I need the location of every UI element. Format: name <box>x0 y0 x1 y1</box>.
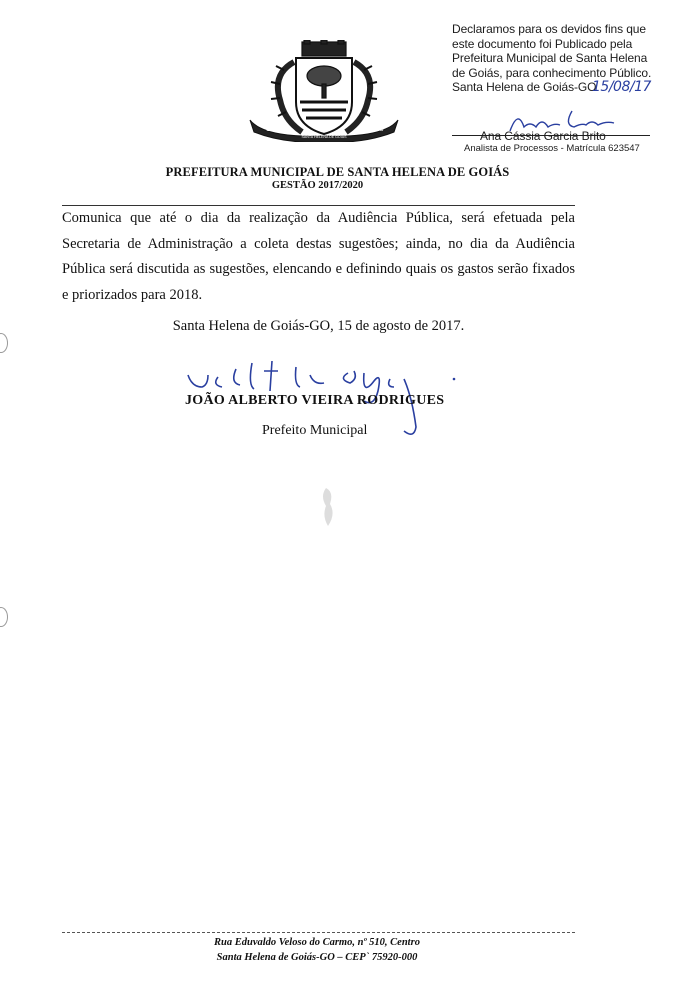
place-and-date: Santa Helena de Goiás-GO, 15 de agosto de 2017. <box>172 318 465 334</box>
stamp-line-1: Declaramos para os devidos fins que <box>452 22 646 36</box>
hole-punch-mark <box>0 607 8 627</box>
crest-year-right: 1948 <box>368 126 384 133</box>
stamp-signer-name: Ana Cássia Garcia Brito <box>480 129 606 143</box>
stamp-signer-role: Analista de Processos - Matrícula 623547 <box>464 143 640 154</box>
hole-punch-mark <box>0 333 8 353</box>
organization-title: PREFEITURA MUNICIPAL DE SANTA HELENA DE GOIÁS <box>165 165 510 179</box>
footer-address-line-2: Santa Helena de Goiás-GO – CEP` 75920-000 <box>216 952 418 963</box>
footer-divider <box>62 932 575 933</box>
crest-year-left: 1932 <box>266 126 282 133</box>
stamp-handwritten-date: 15/08/17 <box>592 79 651 95</box>
stamp-line-4: de Goiás, para conhecimento Público. <box>452 65 652 80</box>
management-period: GESTÃO 2017/2020 <box>271 180 364 191</box>
stamp-line-2: este documento foi Publicado pela <box>452 36 633 51</box>
crest-motto: SANTA HELENA DE GOIÁS <box>301 135 347 139</box>
signatory-name: JOÃO ALBERTO VIEIRA RODRIGUES <box>185 393 445 408</box>
announcement-paragraph: Comunica que até o dia da realização da Audiência Pública, será efetuada pela Secretaria de Administração a coleta destas sugestões; ainda, no dia da Audiência Pública será discutida as sugestões, elencando e definindo quais os gastos serão fixados e priorizados para 2018. <box>62 210 575 303</box>
publication-stamp <box>452 22 657 154</box>
footer-address-line-1: Rua Eduvaldo Veloso do Carmo, nº 510, Centro <box>214 937 420 948</box>
stamp-line-3: Prefeitura Municipal de Santa Helena <box>452 51 648 65</box>
stamp-line-5: Santa Helena de Goiás-GO <box>452 80 597 94</box>
municipal-coat-of-arms <box>244 40 404 142</box>
paper-smudge <box>318 486 340 528</box>
signatory-title: Prefeito Municipal <box>262 423 368 438</box>
